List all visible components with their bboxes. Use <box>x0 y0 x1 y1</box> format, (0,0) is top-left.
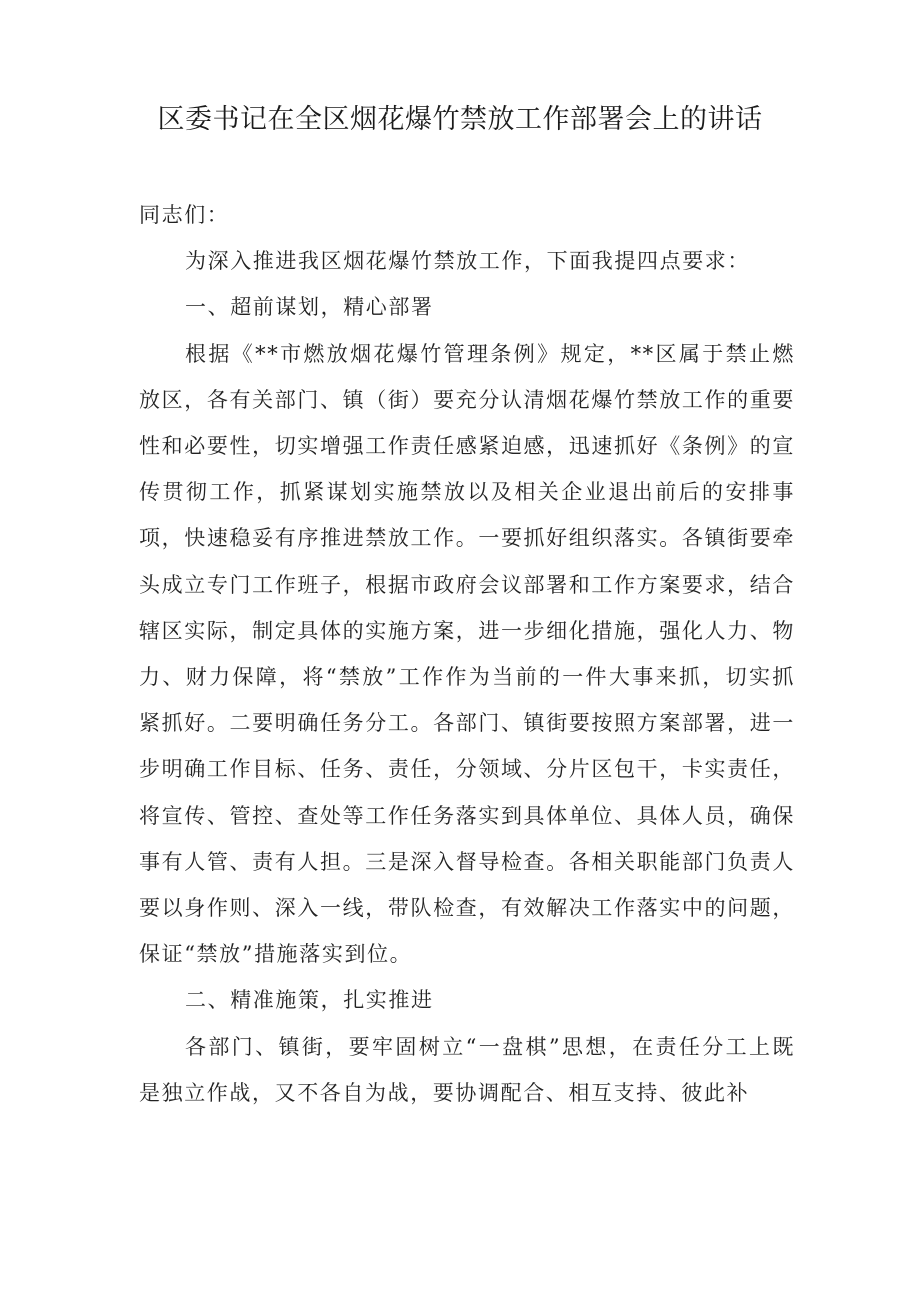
document-title: 区委书记在全区烟花爆竹禁放工作部署会上的讲话 <box>157 104 763 135</box>
section-heading-2: 二、精准施策，扎实推进 <box>185 988 434 1013</box>
intro-paragraph: 为深入推进我区烟花爆竹禁放工作，下面我提四点要求： <box>185 249 750 274</box>
document-body <box>139 192 795 1116</box>
section-2-paragraph: 各部门、镇街，要牢固树立“一盘棋”思想，在责任分工上既是独立作战，又不各自为战，要协调配合、相互支持、彼此补 <box>139 1034 795 1105</box>
section-heading-1: 一、超前谋划，精心部署 <box>185 295 434 320</box>
section-1-paragraph: 根据《**市燃放烟花爆竹管理条例》规定，**区属于禁止燃放区，各有关部门、镇（街）要充分认清烟花爆竹禁放工作的重要性和必要性，切实增强工作责任感紧迫感，迅速抓好《条例》的宣传贯彻工作，抓紧谋划实施禁放以及相关企业退出前后的安排事项，快速稳妥有序推进禁放工作。一要抓好组织落实。各镇街要牵头成立专门工作班子，根据市政府会议部署和工作方案要求，结合辖区实际，制定具体的实施方案，进一步细化措施，强化人力、物力、财力保障，将“禁放”工作作为当前的一件大事来抓，切实抓紧抓好。二要明确任务分工。各部门、镇街要按照方案部署，进一步明确工作目标、任务、责任，分领域、分片区包干，卡实责任，将宣传、管控、查处等工作任务落实到具体单位、具体人员，确保事有人管、责有人担。三是深入督导检查。各相关职能部门负责人要以身作则、深入一线，带队检查，有效解决工作落实中的问题，保证“禁放”措施落实到位。 <box>139 341 795 967</box>
greeting: 同志们： <box>139 203 230 227</box>
